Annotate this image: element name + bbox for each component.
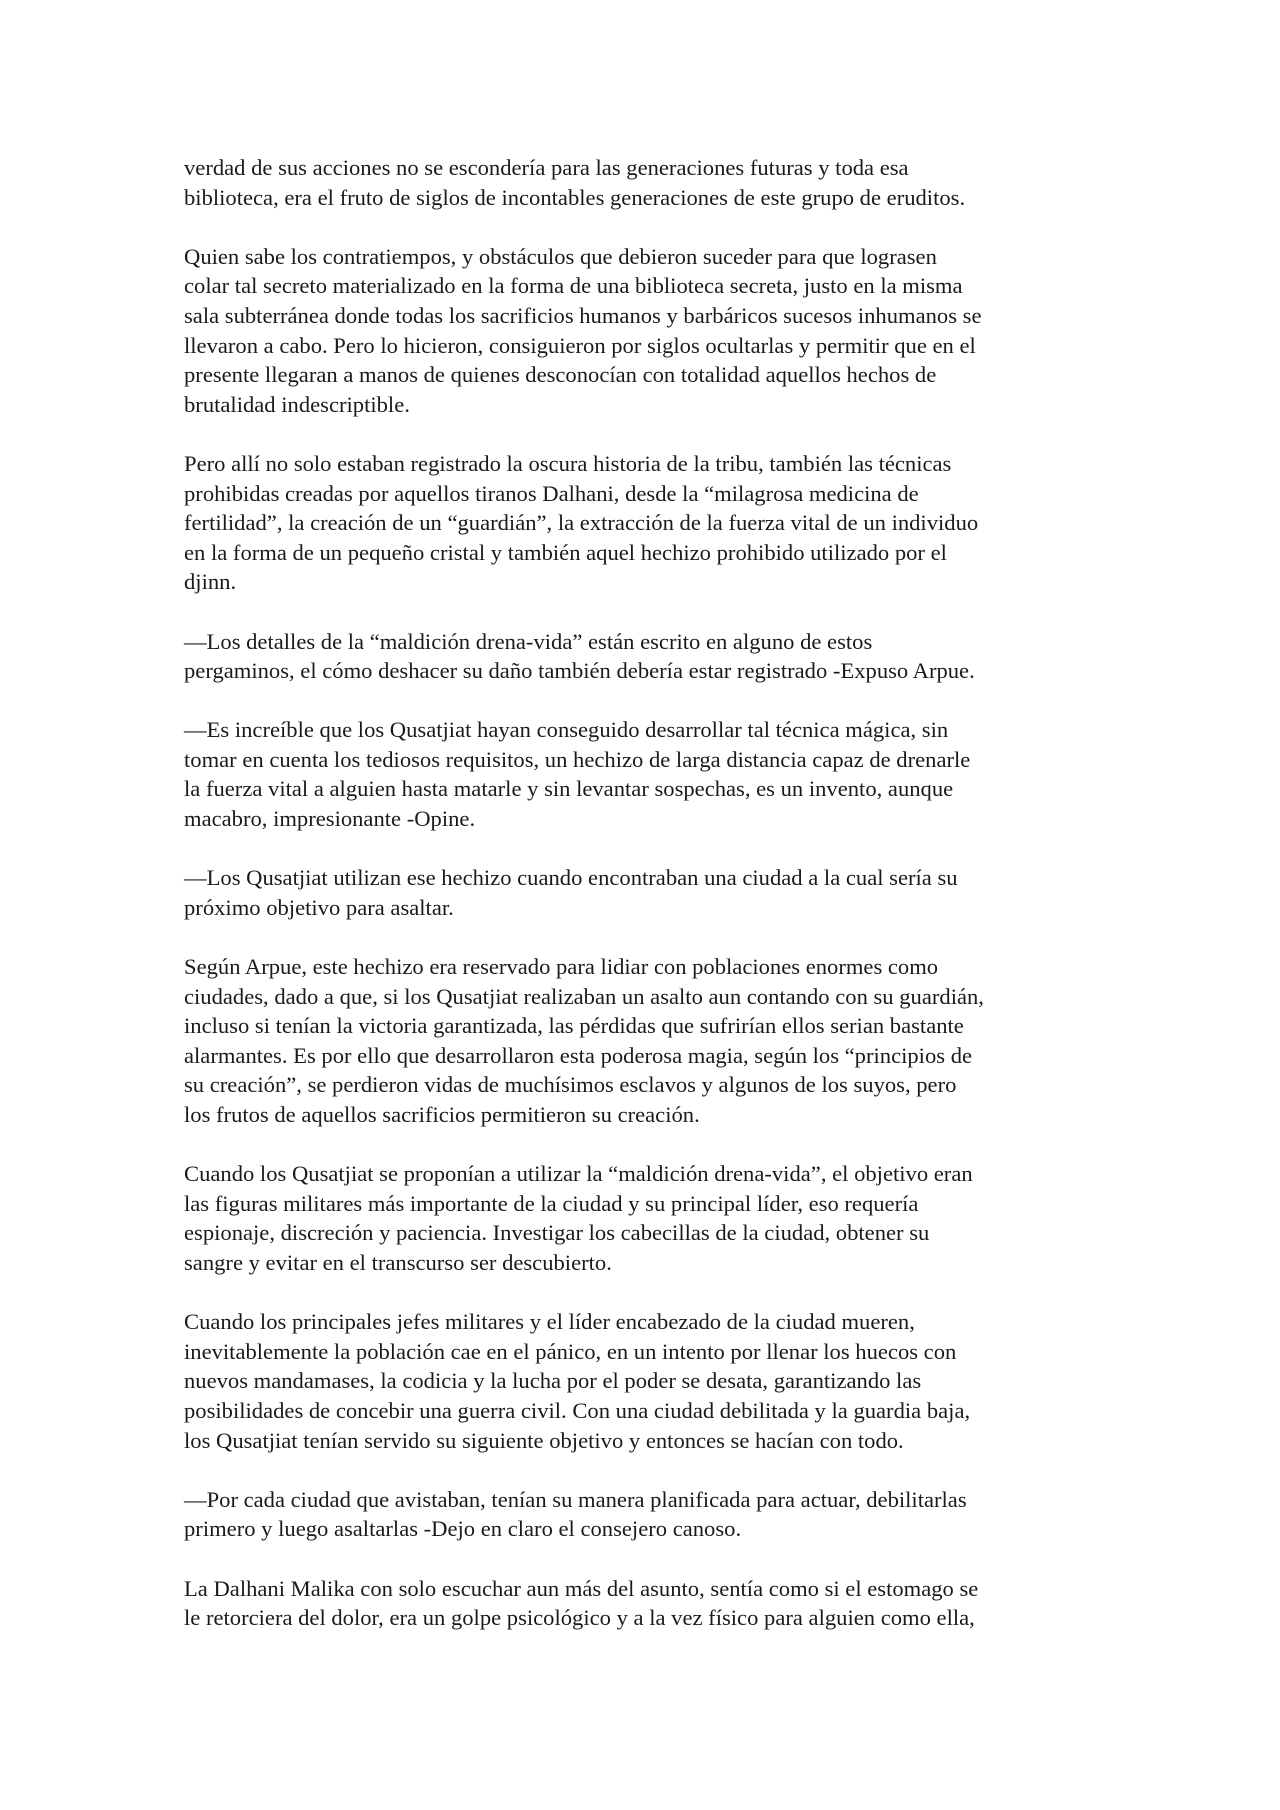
text-line: biblioteca, era el fruto de siglos de incontables generaciones de este grupo de eruditos. [184,184,966,210]
text-line: le retorciera del dolor, era un golpe psicológico y a la vez físico para alguien como ella, [184,1605,975,1631]
text-line: Cuando los Qusatjiat se proponían a utilizar la “maldición drena-vida”, el objetivo eran [184,1161,973,1187]
paragraph [184,1574,1104,1633]
text-line: la fuerza vital a alguien hasta matarle y sin levantar sospechas, es un invento, aunque [184,776,954,802]
text-line: Quien sabe los contratiempos, y obstáculos que debieron suceder para que lograsen [184,243,937,269]
text-line: —Los Qusatjiat utilizan ese hechizo cuando encontraban una ciudad a la cual sería su [184,865,958,891]
paragraph [184,1485,1104,1544]
text-line: prohibidas creadas por aquellos tiranos Dalhani, desde la “milagrosa medicina de [184,480,919,506]
text-line: Cuando los principales jefes militares y el líder encabezado de la ciudad mueren, [184,1309,915,1335]
text-line: djinn. [184,569,237,595]
paragraph [184,153,1104,212]
text-line: los Qusatjiat tenían servido su siguiente objetivo y entonces se hacían con todo. [184,1427,904,1453]
paragraph [184,1307,1104,1455]
text-line: sala subterránea donde todas los sacrificios humanos y barbáricos sucesos inhumanos se [184,302,982,328]
text-line: tomar en cuenta los tediosos requisitos, un hechizo de larga distancia capaz de drenarle [184,746,971,772]
text-line: las figuras militares más importante de la ciudad y su principal líder, eso requería [184,1190,919,1216]
text-line: primero y luego asaltarlas -Dejo en claro el consejero canoso. [184,1516,742,1542]
text-line: incluso si tenían la victoria garantizada, las pérdidas que sufrirían ellos serian bastante [184,1013,964,1039]
paragraph [184,952,1104,1130]
text-line: próximo objetivo para asaltar. [184,894,454,920]
text-line: presente llegaran a manos de quienes desconocían con totalidad aquellos hechos de [184,362,937,388]
text-line: espionaje, discreción y paciencia. Investigar los cabecillas de la ciudad, obtener su [184,1220,930,1246]
text-line: inevitablemente la población cae en el pánico, en un intento por llenar los huecos con [184,1338,957,1364]
text-line: —Por cada ciudad que avistaban, tenían su manera planificada para actuar, debilitarlas [184,1486,967,1512]
text-line: su creación”, se perdieron vidas de muchísimos esclavos y algunos de los suyos, pero [184,1072,957,1098]
text-line: en la forma de un pequeño cristal y también aquel hechizo prohibido utilizado por el [184,539,947,565]
text-line: Pero allí no solo estaban registrado la oscura historia de la tribu, también las técnicas [184,450,952,476]
text-line: pergaminos, el cómo deshacer su daño también debería estar registrado -Expuso Arpue. [184,658,975,684]
text-line: los frutos de aquellos sacrificios permitieron su creación. [184,1102,700,1127]
paragraph [184,627,1104,686]
document-body [184,153,1104,1662]
text-line: alarmantes. Es por ello que desarrollaron esta poderosa magia, según los “principios de [184,1042,973,1068]
text-line: Según Arpue, este hechizo era reservado para lidiar con poblaciones enormes como [184,954,939,980]
text-line: sangre y evitar en el transcurso ser descubierto. [184,1249,612,1275]
text-line: ciudades, dado a que, si los Qusatjiat realizaban un asalto aun contando con su guardián, [184,983,984,1009]
text-line: colar tal secreto materializado en la forma de una biblioteca secreta, justo en la misma [184,273,963,299]
text-line: verdad de sus acciones no se escondería para las generaciones futuras y toda esa [184,155,909,180]
paragraph [184,242,1104,420]
text-line: La Dalhani Malika con solo escuchar aun más del asunto, sentía como si el estomago se [184,1575,979,1601]
paragraph [184,715,1104,833]
paragraph [184,863,1104,922]
text-line: posibilidades de concebir una guerra civil. Con una ciudad debilitada y la guardia baja, [184,1397,971,1423]
paragraph [184,449,1104,597]
text-line: fertilidad”, la creación de un “guardián”, la extracción de la fuerza vital de un individuo [184,510,979,536]
text-line: llevaron a cabo. Pero lo hicieron, consiguieron por siglos ocultarlas y permitir que en el [184,332,976,358]
text-line: —Es increíble que los Qusatjiat hayan conseguido desarrollar tal técnica mágica, sin [184,717,949,743]
text-line: brutalidad indescriptible. [184,391,410,417]
text-line: nuevos mandamases, la codicia y la lucha por el poder se desata, garantizando las [184,1368,922,1394]
paragraph [184,1159,1104,1277]
text-line: macabro, impresionante -Opine. [184,806,476,832]
text-line: —Los detalles de la “maldición drena-vida” están escrito en alguno de estos [184,628,873,654]
